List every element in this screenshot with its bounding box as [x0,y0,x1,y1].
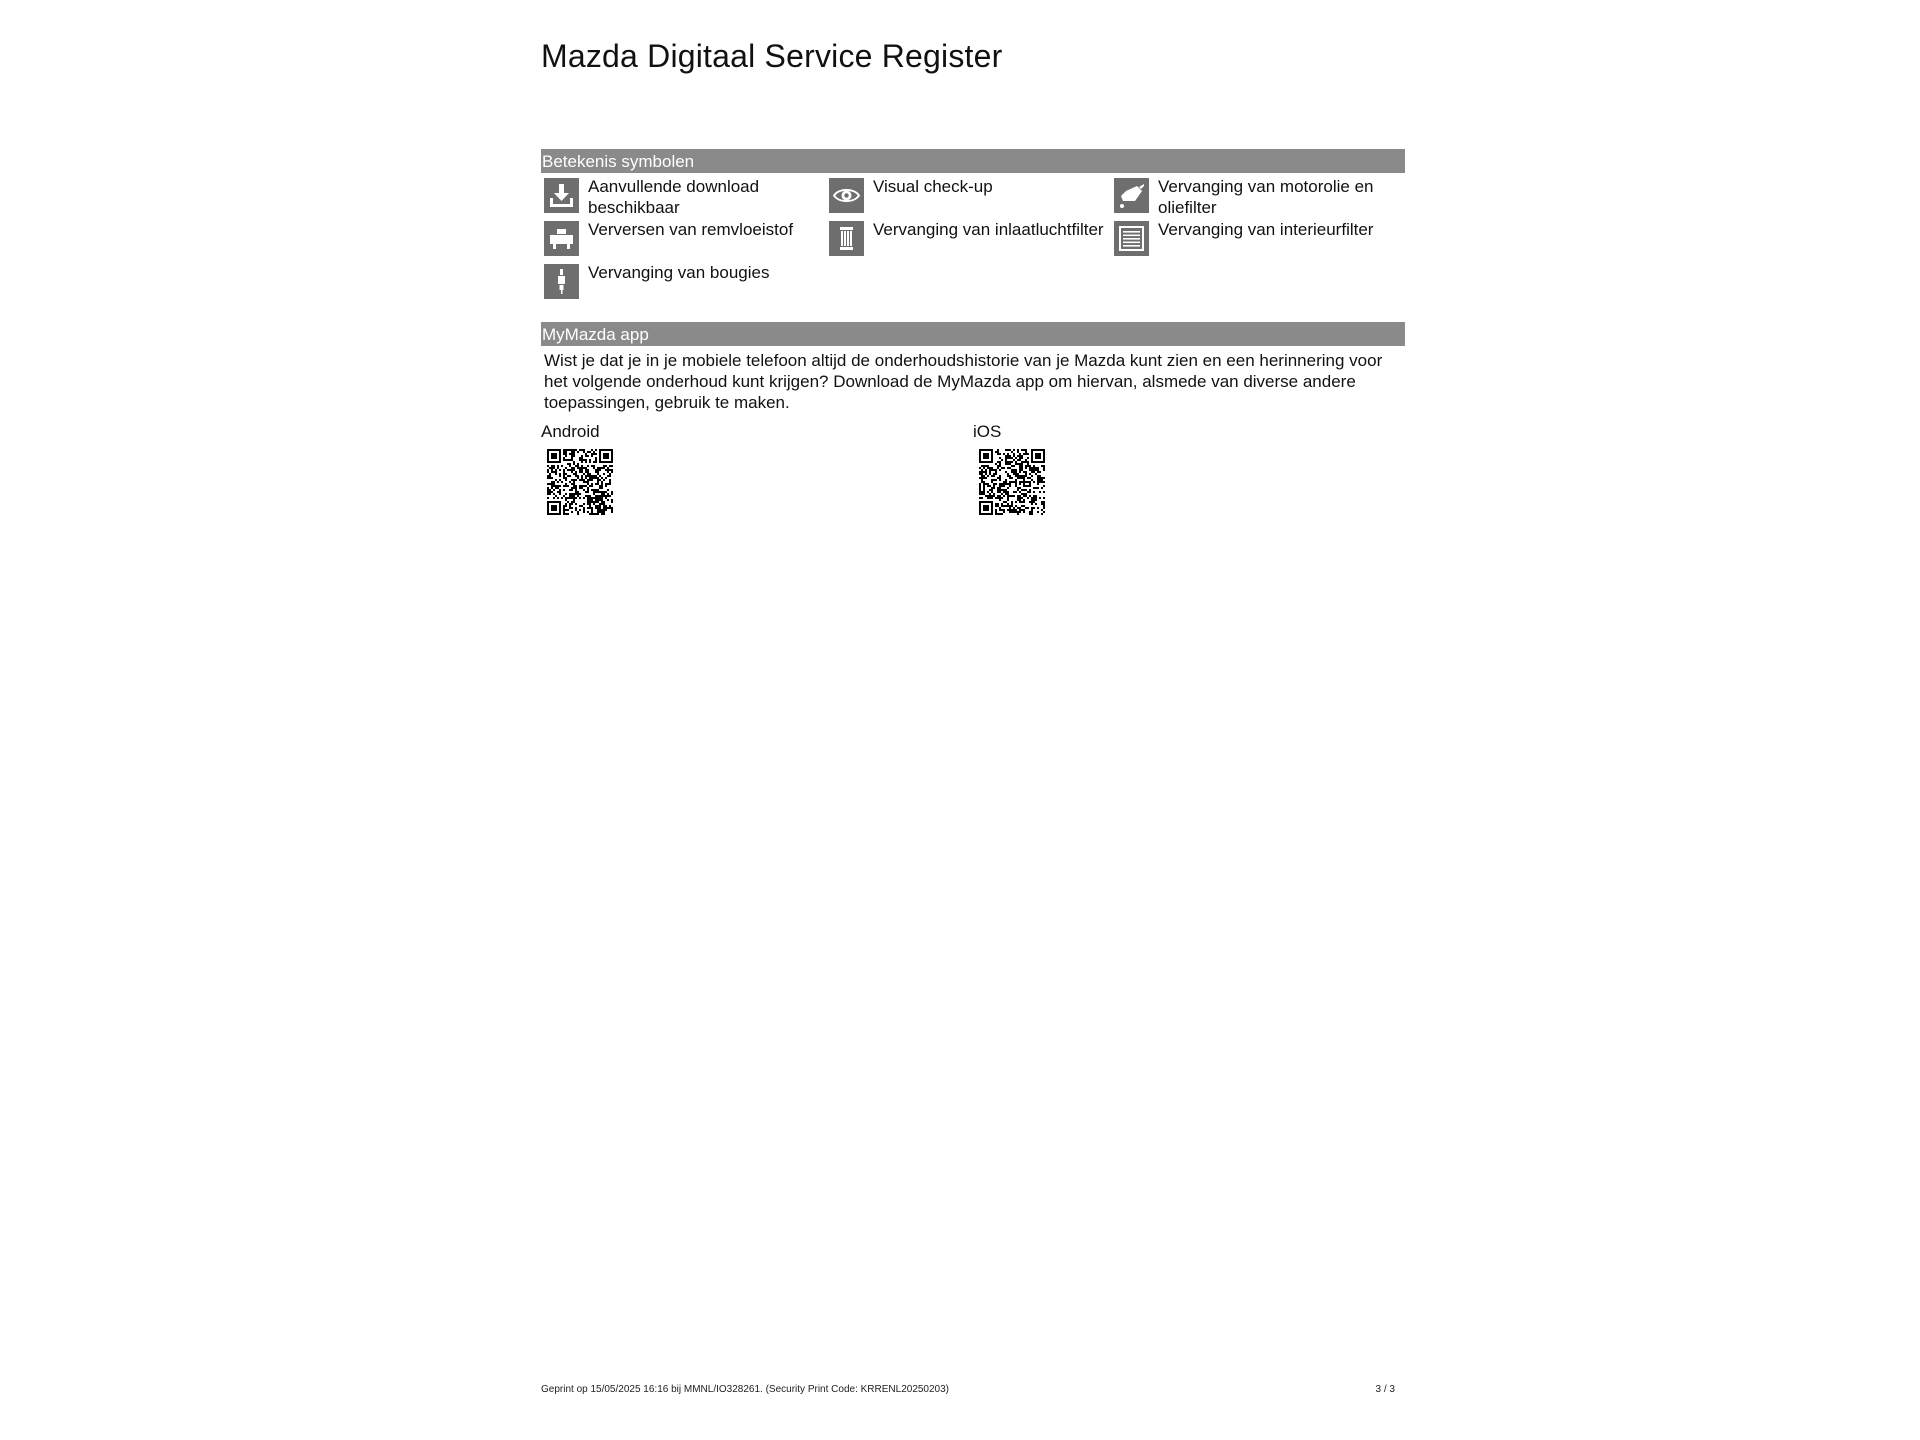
oil-can-icon [1114,178,1149,213]
symbol-label: Verversen van remvloeistof [588,220,794,239]
cabin-filter-icon [1114,221,1149,256]
spark-plug-icon [544,264,579,299]
symbol-label: Visual check-up [873,177,993,196]
symbol-download [541,176,821,218]
download-icon [544,178,579,213]
android-label: Android [541,422,600,441]
android-qr-code[interactable] [547,449,613,515]
ios-qr-code[interactable] [979,449,1045,515]
print-info: Geprint op 15/05/2025 16:16 bij MMNL/IO328261. (Security Print Code: KRRENL20250203) [541,1384,950,1395]
symbol-air-filter [826,219,1106,256]
symbol-visual-check [826,176,1106,213]
ios-download [973,421,1045,515]
symbol-spark-plugs [541,262,821,299]
symbol-brake-fluid [541,219,821,256]
symbol-label: Vervanging van motorolie en oliefilter [1158,177,1374,217]
eye-icon [829,178,864,213]
symbol-oil-change [1111,176,1391,218]
symbols-section-heading: Betekenis symbolen [541,149,1405,173]
symbol-label: Vervanging van interieurfilter [1158,220,1374,239]
symbol-label: Aanvullende download beschikbaar [588,177,760,217]
page-number: 3 / 3 [1375,1384,1395,1395]
app-section-heading: MyMazda app [541,322,1405,346]
document-title: Mazda Digitaal Service Register [541,38,1003,74]
symbol-cabin-filter [1111,219,1391,256]
android-download [541,421,613,515]
symbol-label: Vervanging van inlaatluchtfilter [873,220,1104,239]
symbol-label: Vervanging van bougies [588,263,770,282]
air-filter-icon [829,221,864,256]
ios-label: iOS [973,422,1002,441]
brake-fluid-icon [544,221,579,256]
app-description: Wist je dat je in je mobiele telefoon altijd de onderhoudshistorie van je Mazda kunt zien en een herinnering voor het volgende onderhoud kunt krijgen? Download de MyMazda app om hiervan, alsmede van diverse andere toepassingen, gebruik te maken. [544,351,1383,412]
document-page [541,0,1405,1440]
